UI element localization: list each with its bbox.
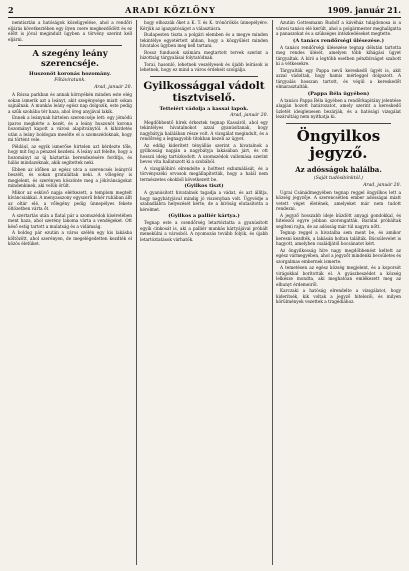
article-text: A tanács Pappa Béla ügyében a rendőrkapitány jelentése alapján hozott határozatot, amely szerint a kereskedő üzletét ideiglenesen bezárják, és a hatósági vizsgálat lezárultáig nem nyithatja ki. — [276, 97, 401, 119]
article-dateline: Arad, január 20. — [230, 112, 268, 118]
article-dateline: Arad, január 20. — [94, 85, 132, 90]
article-subheadline: Az adósságok halálba. — [295, 164, 382, 174]
article-byline: Főtáviratunk. — [54, 78, 86, 83]
article-divider — [286, 123, 391, 124]
article-text: Torai, hasonló, lehetnek veszélyesek és újabb leírások is lehetnek, hogy ez mind a város érdekeit szolgálja. — [140, 61, 268, 72]
column-1 — [8, 20, 132, 565]
article-text: Ugrai Csánádmegyében tegnap reggel öngyilkos lett a község jegyzője. A szerencsétlen ember adósságai miatt vetett véget életének, amelyeket már nem tudott rendezni. — [276, 189, 401, 211]
column-2 — [140, 20, 268, 565]
article-text: Karczaki a hatóság elrendelte a vizsgálatot, hogy kiderítsék, kik voltak a jegyző hitelezői, és milyen körülmények vezettek a tragédiához. — [276, 288, 401, 304]
section-heading: (Gyilkos a palliér kártya.) — [168, 213, 240, 219]
newspaper-title: ARADI KÖZLÖNY — [125, 5, 216, 15]
article-text: Tegnap este a csendőrség letartóztatta a gyanúsított egyik cinkosát is, aki a palliér munkás kártyájával próbált menekülni a városból. A nyomozás tovább folyik, és újabb letartóztatások várhatók. — [140, 220, 268, 242]
article-text: Például, az egyik ismerőse hirtelen azt kérdezte tőle, hogy mit fog a pénzzel kezdeni. A leány azt felelte, hogy a hozományt az új háztartás berendezésére fordítja, és hálás mindazoknak, akik segítettek neki. — [8, 143, 132, 165]
article-text: A szertartás után a fiatal pár a szomszédok kíséretében ment haza, ahol szerény lakoma várta a vendégeket. Ott késő estig tartott a mulatság és a vidámság. — [8, 212, 132, 229]
article-text: Ennek a leánynak hirtelen szerencséje lett: egy jómódú iparos megkérte a kezét, és a leány huszonöt korona hozományt kapott a városi alapítványtól. A kihirdetés után a leány boldogan mesélte el a szomszédoknak, hogy mi történt vele. — [8, 115, 132, 142]
article-headline: A szegény leány szerencséje. — [32, 49, 108, 69]
article-text: Az eddig kiderített tényállás szerint a hivatalnok a gyilkosság napján a nagybátyja lakásában járt, és ott hosszú ideig tartózkodott. A szomszédok vallomása szerint heves vita hallatszott ki a szobából. — [140, 142, 268, 164]
article-byline: (Saját tudósítónktól.) — [313, 175, 364, 181]
header-rule — [8, 17, 401, 18]
article-text: nemtisztán a hatóságok közeligyelése, ahol a rendőri eljárás következtében egy ilyen csere megkezdődött és ez előtt is jóval megindult ügyben a törvény szerint kell eljárni. — [8, 20, 132, 42]
article-text: Tárgyalták egy Pappa nevű kereskedő ügyét is, akit azzal vádoltak, hogy hamis mérleggel dolgozott. A tárgyalás hosszan tartott, és végül a kereskedőt elmarasztalták. — [276, 67, 401, 89]
article-text: Mikor az esküvő napja elérkezett, a templom megtelt kíváncsiakkal. A menyasszony egyszerű fehér ruhában állt az oltár elé, a vőlegény pedig ünnepélyes fekete öltözetben várta őt. — [8, 189, 132, 211]
article-text: Tegnap reggel a hivatalba sem ment be, és amikor keresni kezdték, a lakásán holtan találták. Búcsúlevelet is hagyott, amelyben családjától bocsánatot kért. — [276, 230, 401, 246]
article-text: Azután Gottesmann Rudolf a kávéház tulajdonosa is a városi tanács elé került, ahol a polgármester meghallgatta a panaszokat és a szükséges intézkedéseket megtette. — [276, 20, 401, 36]
article-text: Rossz fundusok számára megtartott tervek szerint a bizottság tárgyalásai folytatódnak. — [140, 49, 268, 60]
article-divider — [150, 76, 258, 77]
section-heading: (A tanács rendőrségi ülésezése.) — [293, 37, 384, 44]
issue-date: 1909. január 21. — [327, 5, 401, 15]
article-text: A vizsgálóbíró elrendelte a holttest exhumálását, és a törvényszéki orvosok megállapították, hogy a halál nem természetes okokból következett be. — [140, 165, 268, 182]
article-text: A Rózsa parkban és annak környékén minden este elég sokan ismerik azt a leányt, akit szegénysége miatt sokan sajnálnak. A munkás leány egész nap dolgozik, este pedig a szűk szobába tér haza, ahol öreg anyjával lakik. — [8, 92, 132, 114]
article-dateline: Arad, január 20. — [363, 182, 401, 188]
page-number: 2 — [8, 5, 14, 15]
page-header — [8, 4, 401, 16]
article-text: Az öngyilkosság híre nagy megdöbbenést keltett az egész vármegyében, ahol a jegyzőt mindenki becsületes és szorgalmas embernek ismerte. — [276, 247, 401, 264]
article-headline: Öngyilkos jegyző. — [296, 126, 381, 162]
article-text: Ebben az időben az egész utca a szerencsés leányról beszélt, és sokan gratuláltak neki. A vőlegény is megjelent, és szerényen köszönte meg a jókívánságokat mindenkinek, aki velük örült. — [8, 166, 132, 188]
article-text: A gyanúsított hivatalnok tagadja a vádat, és azt állítja, hogy nagybátyjával mindig jó viszonyban volt. Ügyvédje a szabadlábra helyezését kérte, de a bíróság elutasította a kérelmet. — [140, 190, 268, 212]
article-text: Budapesten tiszta a polgári elemben és a megye minden tekintélye egyetértett abban, hogy a közgyűlést minden hivatalos ügyben meg kell tartani. — [140, 32, 268, 48]
column-3 — [276, 20, 401, 565]
column-divider — [136, 20, 137, 565]
article-text: A tanács rendőrségi ülésezése tegnap délután tartotta meg rendes ülését, amelyen több kihágási ügyet tárgyaltak. A bíró a legtöbb esetben pénzbírságot szabott ki a vétkesekre. — [276, 44, 401, 66]
article-headline: Gyilkossággal vádolt tisztviselő. — [143, 79, 265, 104]
article-text: hogy elhozzák őket a K. T. és K. trónörökös ünnepélyére. Kérjük az igazgatóságot a választásra. — [140, 20, 268, 31]
section-heading: (Gyilkos tiszt) — [184, 183, 224, 189]
article-divider — [18, 45, 122, 46]
article-text: A temetésen az egész község megjelent, és a koporsót virágokkal borították el. A gyászbeszédet a község lelkésze mondta, aki meghatóan emlékezett meg az elhunyt érdemeiről. — [276, 265, 401, 287]
article-text: A jegyző hosszabb ideje küzdött anyagi gondokkal, és hitelezői egyre jobban szorongatták. Barátai próbáltak segíteni rajta, de az adósság már túl nagyra nőtt. — [276, 212, 401, 229]
column-divider — [272, 20, 273, 565]
section-heading: (Pappa Béla ügyében) — [307, 90, 370, 97]
article-subheadline: Huszonöt koronás hozomány. — [29, 71, 111, 77]
article-text: A boldog pár ezután a város szélén egy kis lakásba költözött, ahol szerényen, de megelégedetten kezdték el közös életüket. — [8, 230, 132, 246]
article-text: Megdöbbentő hírek érkeztek tegnap Kassáról, ahol egy tekintélyes hivatalnokot azzal gyanúsítanak, hogy nagybátyja halálában része volt. A vizsgálat megindult, és a rendőrség a legnagyobb titokban kezeli az ügyet. — [140, 119, 268, 141]
article-subheadline: Tetteiért vádolja a kassai lapok. — [159, 105, 249, 112]
